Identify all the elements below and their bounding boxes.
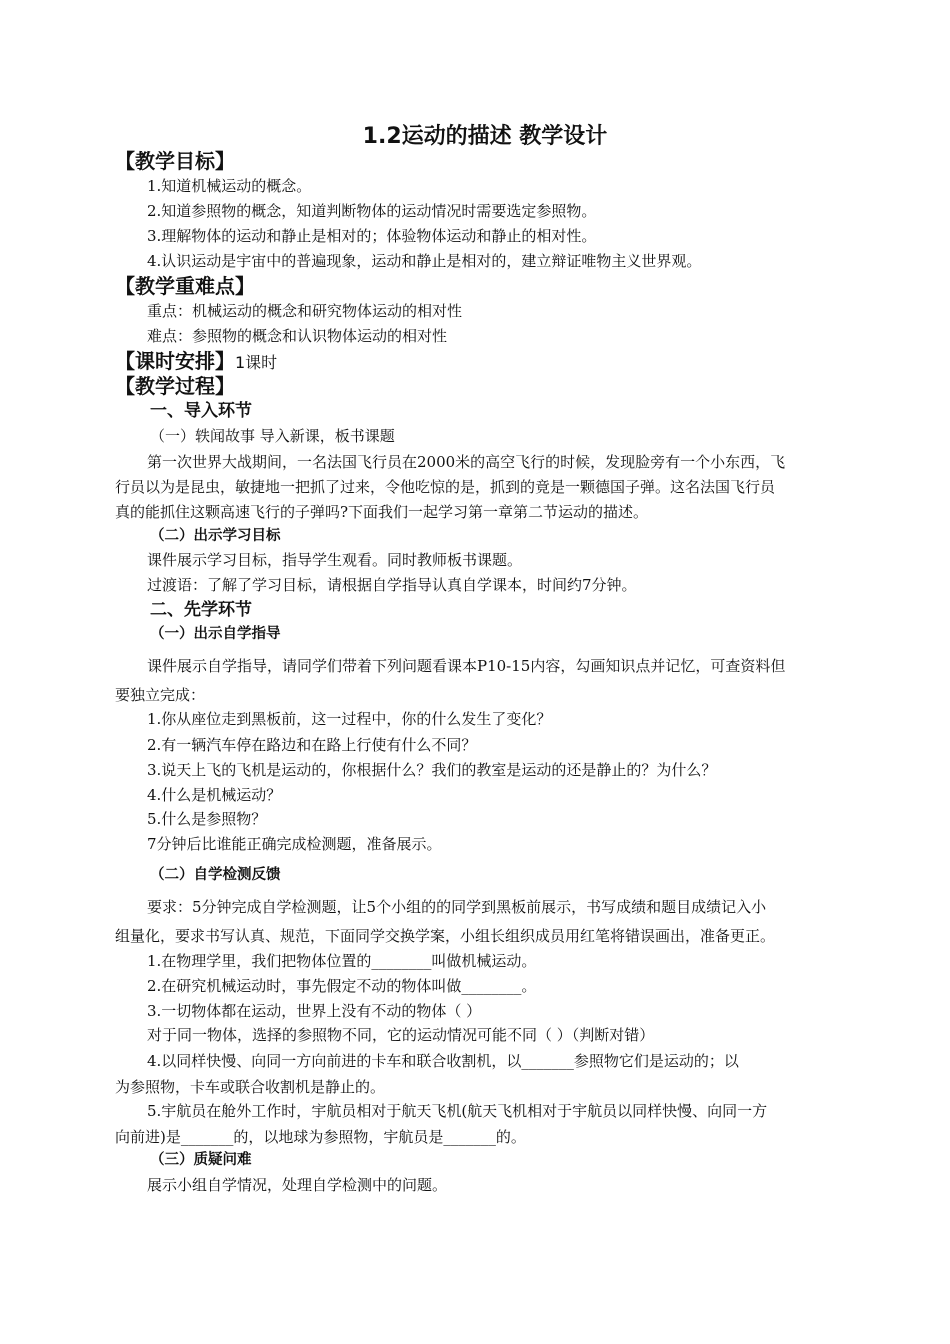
section-heading: 二、先学环节 [150,600,252,620]
subsection-title: （二）出示学习目标 [150,528,281,544]
exercise-item: 向前进)是_______的，以地球为参照物，宇航员是_______的。 [115,1128,526,1146]
subsection-title: （一）轶闻故事 导入新课，板书课题 [150,427,395,445]
exercise-item: 1.在物理学里，我们把物体位置的________叫做机械运动。 [147,952,537,970]
paragraph-line: 组量化，要求书写认真、规范，下面同学交换学案，小组长组织成员用红笔将错误画出，准备更正。 [115,927,776,945]
question-item: 5.什么是参照物？ [147,810,267,828]
question-item: 4.什么是机械运动？ [147,786,282,804]
paragraph-line: 课件展示自学指导，请同学们带着下列问题看课本P10-15内容，勾画知识点并记忆，可查资料但 [147,657,786,675]
paragraph-line: 行员以为是昆虫，敏捷地一把抓了过来，令他吃惊的是，抓到的竟是一颗德国子弹。这名法国飞行员 [115,478,776,496]
goal-item: 3.理解物体的运动和静止是相对的；体验物体运动和静止的相对性。 [147,227,597,245]
exercise-item: 3.一切物体都在运动，世界上没有不动的物体（ ） [147,1002,482,1020]
schedule-heading: 【课时安排】 [115,349,235,373]
paragraph-line: 真的能抓住这颗高速飞行的子弹吗?下面我们一起学习第一章第二节运动的描述。 [115,503,649,521]
paragraph-line: 第一次世界大战期间，一名法国飞行员在2000米的高空飞行的时候，发现脸旁有一个小东西，飞 [147,453,786,471]
subsection-title: （三）质疑问难 [150,1152,252,1168]
goal-item: 4.认识运动是宇宙中的普遍现象，运动和静止是相对的，建立辩证唯物主义世界观。 [147,252,702,270]
paragraph-line: 课件展示学习目标，指导学生观看。同时教师板书课题。 [147,551,523,569]
exercise-item: 为参照物，卡车或联合收割机是静止的。 [115,1078,386,1096]
exercise-item: 4.以同样快慢、向同一方向前进的卡车和联合收割机，以_______参照物它们是运动的；以 [147,1052,739,1070]
exercise-item: 2.在研究机械运动时，事先假定不动的物体叫做________。 [147,977,537,995]
exercise-item: 对于同一物体，选择的参照物不同，它的运动情况可能不同（ ）（判断对错） [147,1026,655,1044]
subsection-title: （一）出示自学指导 [150,626,281,642]
question-item: 3.说天上飞的飞机是运动的，你根据什么？我们的教室是运动的还是静止的？为什么？ [147,761,717,779]
process-heading: 【教学过程】 [115,374,235,398]
schedule-row [115,348,277,376]
paragraph-line: 过渡语：了解了学习目标，请根据自学指导认真自学课本，时间约7分钟。 [147,576,637,594]
schedule-value: 1课时 [235,353,278,372]
goal-item: 1.知道机械运动的概念。 [147,177,312,195]
key-point-difficulty: 难点：参照物的概念和认识物体运动的相对性 [147,327,448,345]
question-item: 1.你从座位走到黑板前，这一过程中，你的什么发生了变化？ [147,710,552,728]
paragraph-line: 展示小组自学情况，处理自学检测中的问题。 [147,1176,448,1194]
document-title: 1.2运动的描述 教学设计 [362,124,608,149]
exercise-item: 5.宇航员在舱外工作时，宇航员相对于航天飞机(航天飞机相对于宇航员以同样快慢、向同一方 [147,1102,768,1120]
key-points-heading: 【教学重难点】 [115,274,255,298]
subsection-title: （二）自学检测反馈 [150,867,281,883]
question-item: 2.有一辆汽车停在路边和在路上行使有什么不同？ [147,736,477,754]
question-item: 7分钟后比谁能正确完成检测题，准备展示。 [147,835,442,853]
paragraph-line: 要独立完成： [115,686,206,704]
paragraph-line: 要求：5分钟完成自学检测题，让5个小组的的同学到黑板前展示，书写成绩和题目成绩记入小 [147,898,767,916]
key-point-focus: 重点：机械运动的概念和研究物体运动的相对性 [147,302,463,320]
goal-item: 2.知道参照物的概念，知道判断物体的运动情况时需要选定参照物。 [147,202,597,220]
goals-heading: 【教学目标】 [115,149,235,173]
section-heading: 一、导入环节 [150,401,252,421]
